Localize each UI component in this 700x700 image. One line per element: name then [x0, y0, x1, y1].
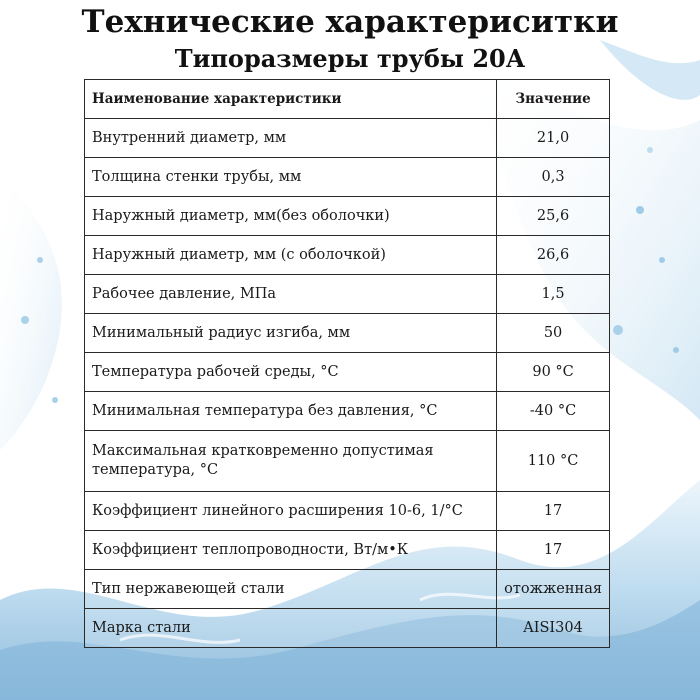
- page-title: Технические характериситки: [81, 4, 619, 40]
- row-value: AISI304: [497, 609, 610, 648]
- row-name: Внутренний диаметр, мм: [85, 119, 497, 158]
- row-value: 26,6: [497, 236, 610, 275]
- splash-left: [0, 170, 62, 450]
- row-name: Наружный диаметр, мм (с оболочкой): [85, 236, 497, 275]
- row-name: Наружный диаметр, мм(без оболочки): [85, 197, 497, 236]
- table-row: [85, 392, 610, 431]
- table-row: [85, 119, 610, 158]
- row-name: Минимальный радиус изгиба, мм: [85, 314, 497, 353]
- table-row: [85, 236, 610, 275]
- row-value: 0,3: [497, 158, 610, 197]
- row-value: 17: [497, 531, 610, 570]
- table-row: [85, 275, 610, 314]
- row-name: Минимальная температура без давления, °С: [85, 392, 497, 431]
- row-name: Рабочее давление, МПа: [85, 275, 497, 314]
- row-value: 110 °С: [497, 431, 610, 492]
- column-header-value: Значение: [497, 80, 610, 119]
- spec-table: [84, 79, 610, 648]
- row-value: отожженная: [497, 570, 610, 609]
- table-row: [85, 431, 610, 492]
- row-value: -40 °С: [497, 392, 610, 431]
- table-header-row: [85, 80, 610, 119]
- row-name: Марка стали: [85, 609, 497, 648]
- table-row: [85, 314, 610, 353]
- table-row: [85, 531, 610, 570]
- row-name: Температура рабочей среды, °С: [85, 353, 497, 392]
- table-row: [85, 158, 610, 197]
- table-row: [85, 197, 610, 236]
- row-value: 21,0: [497, 119, 610, 158]
- table-row: [85, 570, 610, 609]
- page-subtitle: Типоразмеры трубы 20А: [174, 44, 526, 73]
- row-name: Тип нержавеющей стали: [85, 570, 497, 609]
- row-value: 17: [497, 492, 610, 531]
- row-value: 50: [497, 314, 610, 353]
- row-name: Толщина стенки трубы, мм: [85, 158, 497, 197]
- row-value: 25,6: [497, 197, 610, 236]
- row-value: 1,5: [497, 275, 610, 314]
- table-row: [85, 492, 610, 531]
- row-name: Максимальная кратковременно допустимая температура, °С: [85, 431, 497, 492]
- row-name: Коэффициент теплопроводности, Вт/м•К: [85, 531, 497, 570]
- row-value: 90 °С: [497, 353, 610, 392]
- row-name: Коэффициент линейного расширения 10-6, 1/°С: [85, 492, 497, 531]
- table-row: [85, 609, 610, 648]
- column-header-name: Наименование характеристики: [85, 80, 497, 119]
- table-row: [85, 353, 610, 392]
